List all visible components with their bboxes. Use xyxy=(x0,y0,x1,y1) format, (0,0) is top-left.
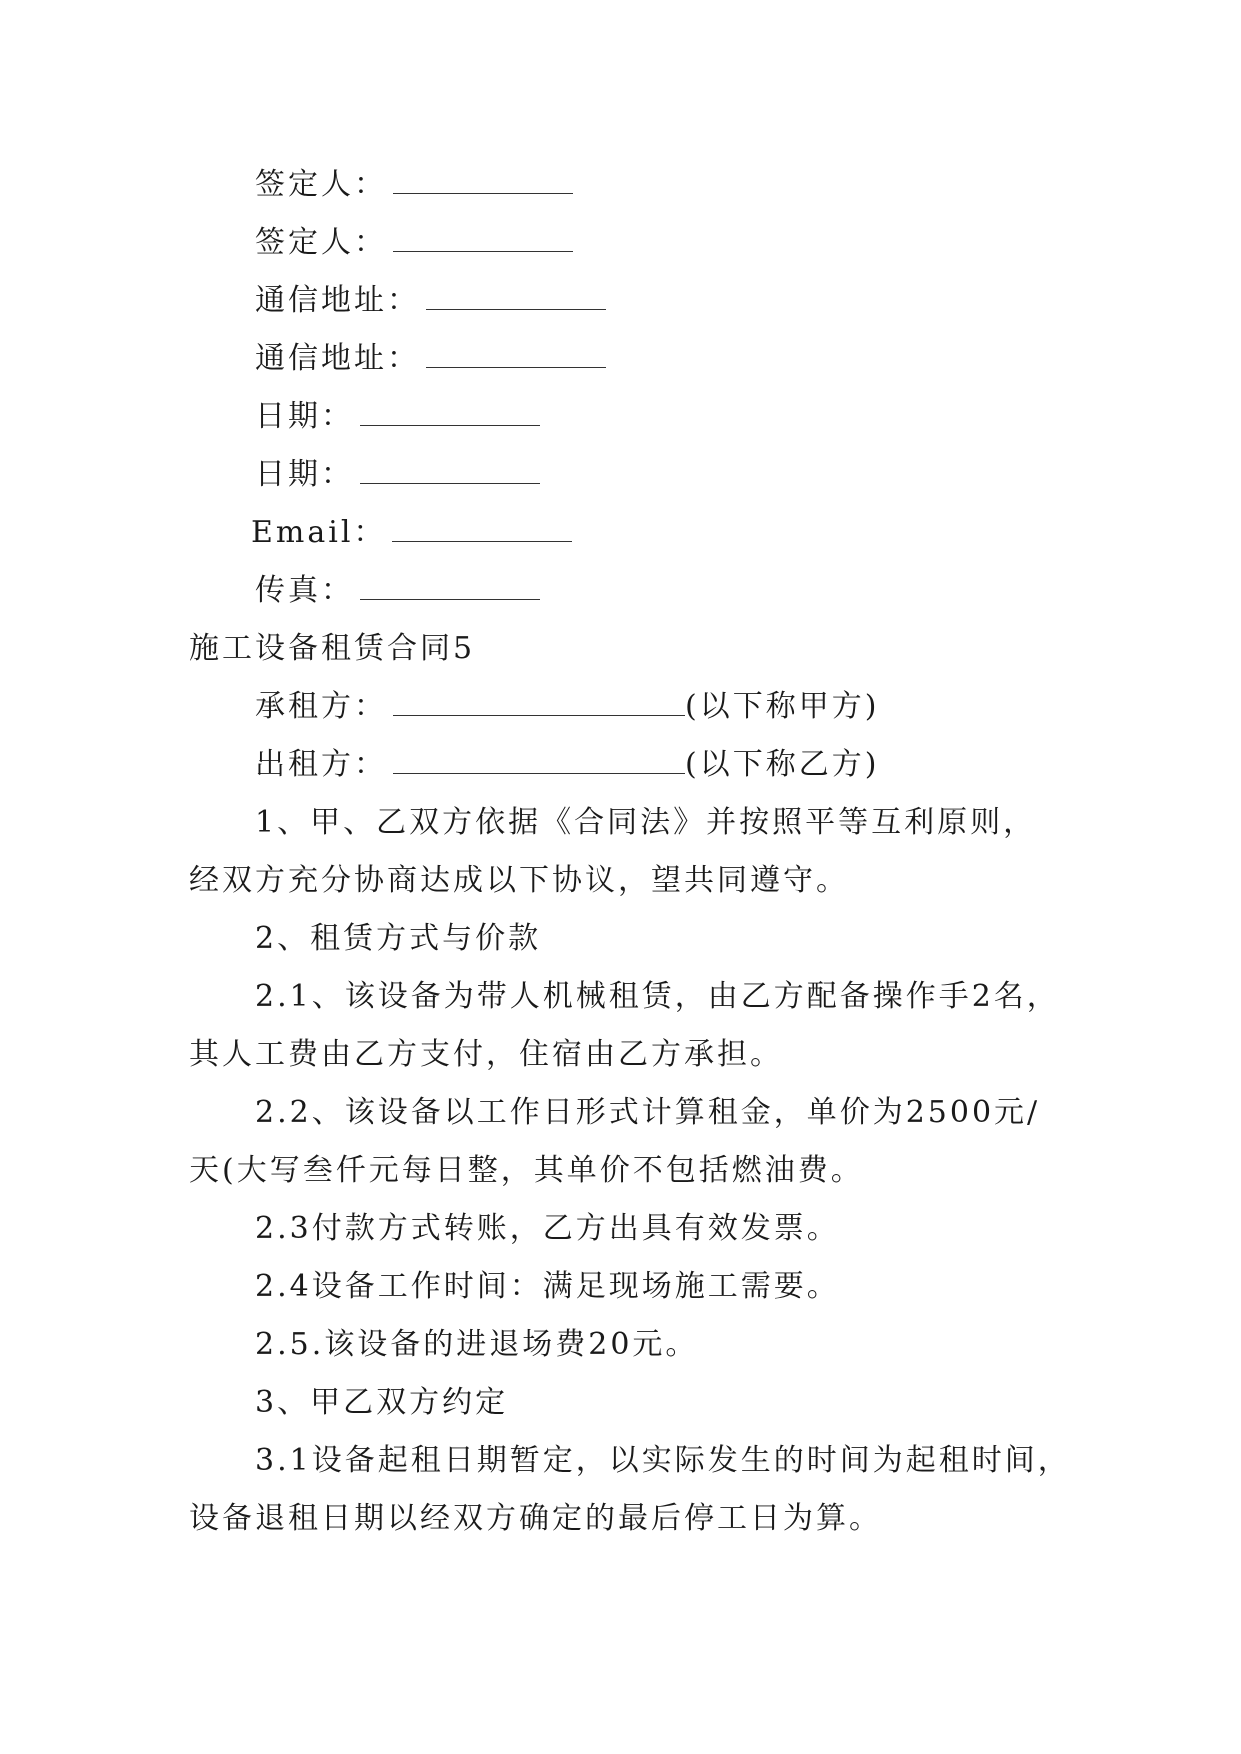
date-a-row xyxy=(255,397,540,437)
email-label: Email： xyxy=(251,515,387,550)
paragraph-1-line-1: 1、甲、乙双方依据《合同法》并按照平等互利原则， xyxy=(255,805,1037,840)
fax-row xyxy=(255,571,540,611)
contract-title: 施工设备租赁合同5 xyxy=(189,631,476,666)
lessee-row xyxy=(255,687,879,727)
clause-2-2-line-2: 天(大写叁仟元每日整，其单价不包括燃油费。 xyxy=(189,1153,864,1188)
clause-3-1-line-2: 设备退租日期以经双方确定的最后停工日为算。 xyxy=(189,1501,882,1536)
date-a-label: 日期： xyxy=(255,399,354,434)
signer-a-blank xyxy=(393,169,573,194)
date-a-blank xyxy=(360,401,540,426)
clause-2-1-line-1: 2.1、该设备为带人机械租赁，由乙方配备操作手2名， xyxy=(255,979,1060,1014)
fax-blank xyxy=(360,575,540,600)
date-b-blank xyxy=(360,459,540,484)
section-3-heading: 3、甲乙双方约定 xyxy=(255,1385,509,1420)
date-b-label: 日期： xyxy=(255,457,354,492)
signer-a-label: 签定人： xyxy=(255,167,387,202)
signer-b-label: 签定人： xyxy=(255,225,387,260)
signer-b-blank xyxy=(393,227,573,252)
clause-2-4: 2.4设备工作时间：满足现场施工需要。 xyxy=(255,1269,840,1304)
address-b-blank xyxy=(426,343,606,368)
clause-2-5: 2.5.该设备的进退场费20元。 xyxy=(255,1327,699,1362)
clause-2-3: 2.3付款方式转账，乙方出具有效发票。 xyxy=(255,1211,840,1246)
fax-label: 传真： xyxy=(255,573,354,608)
lessee-blank xyxy=(393,691,685,716)
clause-2-1-line-2: 其人工费由乙方支付，住宿由乙方承担。 xyxy=(189,1037,783,1072)
address-a-blank xyxy=(426,285,606,310)
lessor-blank xyxy=(393,749,685,774)
lessor-row xyxy=(255,745,879,785)
paragraph-1-line-2: 经双方充分协商达成以下协议，望共同遵守。 xyxy=(189,863,849,898)
lessee-suffix: (以下称甲方) xyxy=(685,689,880,724)
signer-b-row xyxy=(255,223,573,263)
lessor-suffix: (以下称乙方) xyxy=(685,747,880,782)
clause-3-1-line-1: 3.1设备起租日期暂定，以实际发生的时间为起租时间， xyxy=(255,1443,1071,1478)
email-blank xyxy=(392,517,572,542)
lessor-label: 出租方： xyxy=(255,747,387,782)
address-a-label: 通信地址： xyxy=(255,283,420,318)
signer-a-row xyxy=(255,165,573,205)
lessee-label: 承租方： xyxy=(255,689,387,724)
address-b-row xyxy=(255,339,606,379)
date-b-row xyxy=(255,455,540,495)
address-a-row xyxy=(255,281,606,321)
email-row xyxy=(251,513,572,553)
section-2-heading: 2、租赁方式与价款 xyxy=(255,921,542,956)
address-b-label: 通信地址： xyxy=(255,341,420,376)
clause-2-2-line-1: 2.2、该设备以工作日形式计算租金，单价为2500元/ xyxy=(255,1095,1041,1130)
